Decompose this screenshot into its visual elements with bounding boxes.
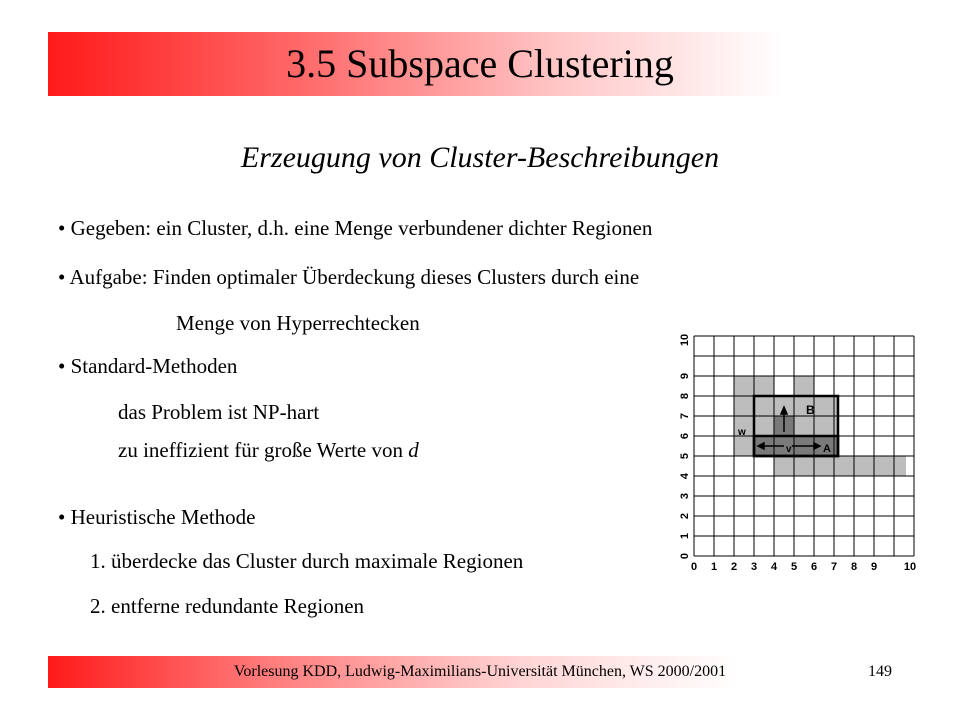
- y-tick: 7: [679, 412, 691, 420]
- x-tick: 6: [810, 561, 818, 573]
- footer-text: Vorlesung KDD, Ludwig-Maximilians-Universität München, WS 2000/2001: [233, 663, 727, 680]
- heuristic-step-1: 1. überdecke das Cluster durch maximale Regionen: [90, 549, 524, 573]
- page-number: 149: [868, 663, 892, 680]
- x-tick: 3: [750, 561, 758, 573]
- y-tick: 4: [679, 472, 691, 480]
- x-tick: 0: [690, 561, 698, 573]
- bullet-given: • Gegeben: ein Cluster, d.h. eine Menge verbundener dichter Regionen: [58, 216, 653, 240]
- y-tick: 10: [679, 333, 691, 347]
- heuristic-step-2: 2. entferne redundante Regionen: [90, 594, 365, 618]
- standard-methods-np-hard: das Problem ist NP-hart: [118, 400, 320, 424]
- x-tick: 1: [710, 561, 718, 573]
- x-tick: 5: [790, 561, 798, 573]
- dense-cell: [734, 396, 754, 456]
- y-tick: 5: [679, 452, 691, 460]
- x-tick: 9: [870, 561, 878, 573]
- y-tick: 0: [679, 552, 691, 560]
- x-tick: 8: [850, 561, 858, 573]
- slide-title: 3.5 Subspace Clustering: [286, 41, 674, 86]
- label-B: B: [806, 403, 815, 417]
- inefficient-text: zu ineffizient für große Werte von: [118, 438, 409, 462]
- grid-figure: [640, 318, 930, 578]
- label-A: A: [823, 443, 831, 455]
- x-tick: 4: [770, 561, 778, 573]
- y-tick: 3: [679, 492, 691, 500]
- x-tick: 7: [830, 561, 838, 573]
- bullet-task-continuation: Menge von Hyperrechtecken: [176, 311, 420, 335]
- y-tick: 6: [679, 432, 691, 440]
- standard-methods-inefficient: [118, 436, 419, 464]
- x-tick: 10: [903, 561, 917, 573]
- y-tick: 2: [679, 512, 691, 520]
- variable-d: d: [408, 438, 419, 462]
- y-tick: 8: [679, 392, 691, 400]
- x-tick: 2: [730, 561, 738, 573]
- dense-cell: [794, 376, 814, 396]
- slide-subtitle: Erzeugung von Cluster-Beschreibungen: [240, 141, 720, 174]
- y-tick: 9: [679, 372, 691, 380]
- bullet-task: • Aufgabe: Finden optimaler Überdeckung dieses Clusters durch eine: [58, 265, 640, 289]
- y-tick: 1: [679, 532, 691, 540]
- bullet-heuristic: • Heuristische Methode: [58, 505, 256, 529]
- bullet-standard-methods: • Standard-Methoden: [58, 354, 238, 378]
- label-w: w: [738, 427, 746, 438]
- label-v: v: [786, 444, 792, 455]
